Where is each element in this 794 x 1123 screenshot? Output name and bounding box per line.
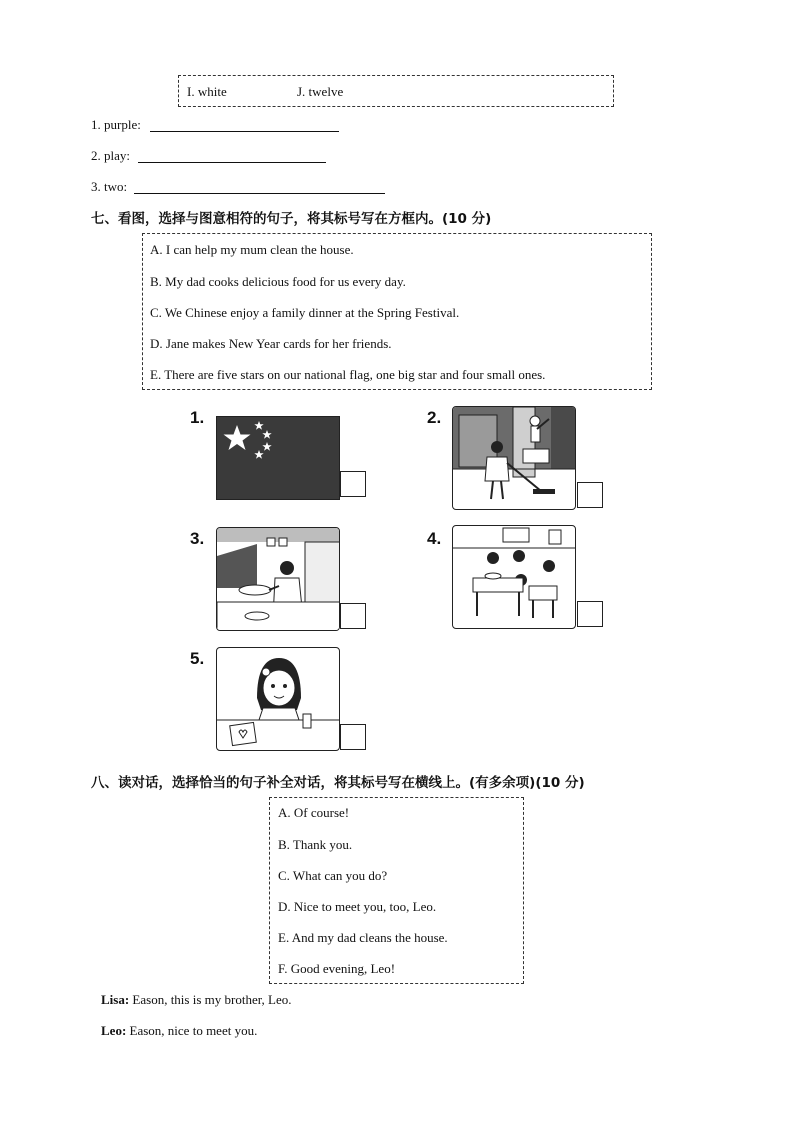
section-8-options-box <box>269 797 524 984</box>
word-box <box>178 75 614 107</box>
picture-1-answer-box[interactable] <box>340 471 366 497</box>
section-7-option-b: B. My dad cooks delicious food for us every day. <box>150 274 406 289</box>
question-2-label: 2. play: <box>91 148 130 163</box>
section-7-option-d: D. Jane makes New Year cards for her friends. <box>150 336 392 351</box>
dialogue-speaker-1: Lisa: <box>101 992 130 1007</box>
card-making-picture <box>216 647 340 751</box>
section-8-option-f: F. Good evening, Leo! <box>278 961 396 976</box>
section-7-option-c: C. We Chinese enjoy a family dinner at the Spring Festival. <box>150 305 460 320</box>
family-dinner-picture <box>452 525 576 629</box>
section-7-option-a: A. I can help my mum clean the house. <box>150 242 354 257</box>
word-option-i: I. white <box>187 84 227 99</box>
cooking-picture <box>216 527 340 631</box>
section-7-option-e: E. There are five stars on our national flag, one big star and four small ones. <box>150 367 546 382</box>
section-8-option-a: A. Of course! <box>278 805 350 820</box>
picture-5-number: 5. <box>190 649 205 668</box>
word-option-j: J. twelve <box>297 84 344 99</box>
question-3-label: 3. two: <box>91 179 128 194</box>
dialogue-line-1 <box>101 992 292 1008</box>
section-8-option-d: D. Nice to meet you, too, Leo. <box>278 899 437 914</box>
dialogue-text-2: Eason, nice to meet you. <box>126 1023 258 1038</box>
star-icon <box>217 417 340 500</box>
picture-3-number: 3. <box>190 529 205 548</box>
question-1-label: 1. purple: <box>91 117 141 132</box>
dialogue-speaker-2: Leo: <box>101 1023 127 1038</box>
flag-picture <box>216 416 340 500</box>
question-3-answer-line[interactable] <box>134 193 385 194</box>
section-8-option-c: C. What can you do? <box>278 868 388 883</box>
picture-2-answer-box[interactable] <box>577 482 603 508</box>
section-7-heading: 七、看图，选择与图意相符的句子，将其标号写在方框内。(10 分) <box>91 211 492 227</box>
picture-4-number: 4. <box>427 529 442 548</box>
section-8-option-e: E. And my dad cleans the house. <box>278 930 448 945</box>
question-1-answer-line[interactable] <box>150 131 339 132</box>
cleaning-picture <box>452 406 576 510</box>
dialogue-line-2 <box>101 1023 257 1039</box>
section-8-option-b: B. Thank you. <box>278 837 353 852</box>
picture-1-number: 1. <box>190 408 205 427</box>
picture-3-answer-box[interactable] <box>340 603 366 629</box>
question-2-answer-line[interactable] <box>138 162 326 163</box>
section-7-options-box <box>142 233 652 390</box>
dialogue-text-1: Eason, this is my brother, Leo. <box>129 992 292 1007</box>
picture-5-answer-box[interactable] <box>340 724 366 750</box>
picture-4-answer-box[interactable] <box>577 601 603 627</box>
picture-2-number: 2. <box>427 408 442 427</box>
section-8-heading: 八、读对话，选择恰当的句子补全对话，将其标号写在横线上。(有多余项)(10 分) <box>91 775 585 791</box>
